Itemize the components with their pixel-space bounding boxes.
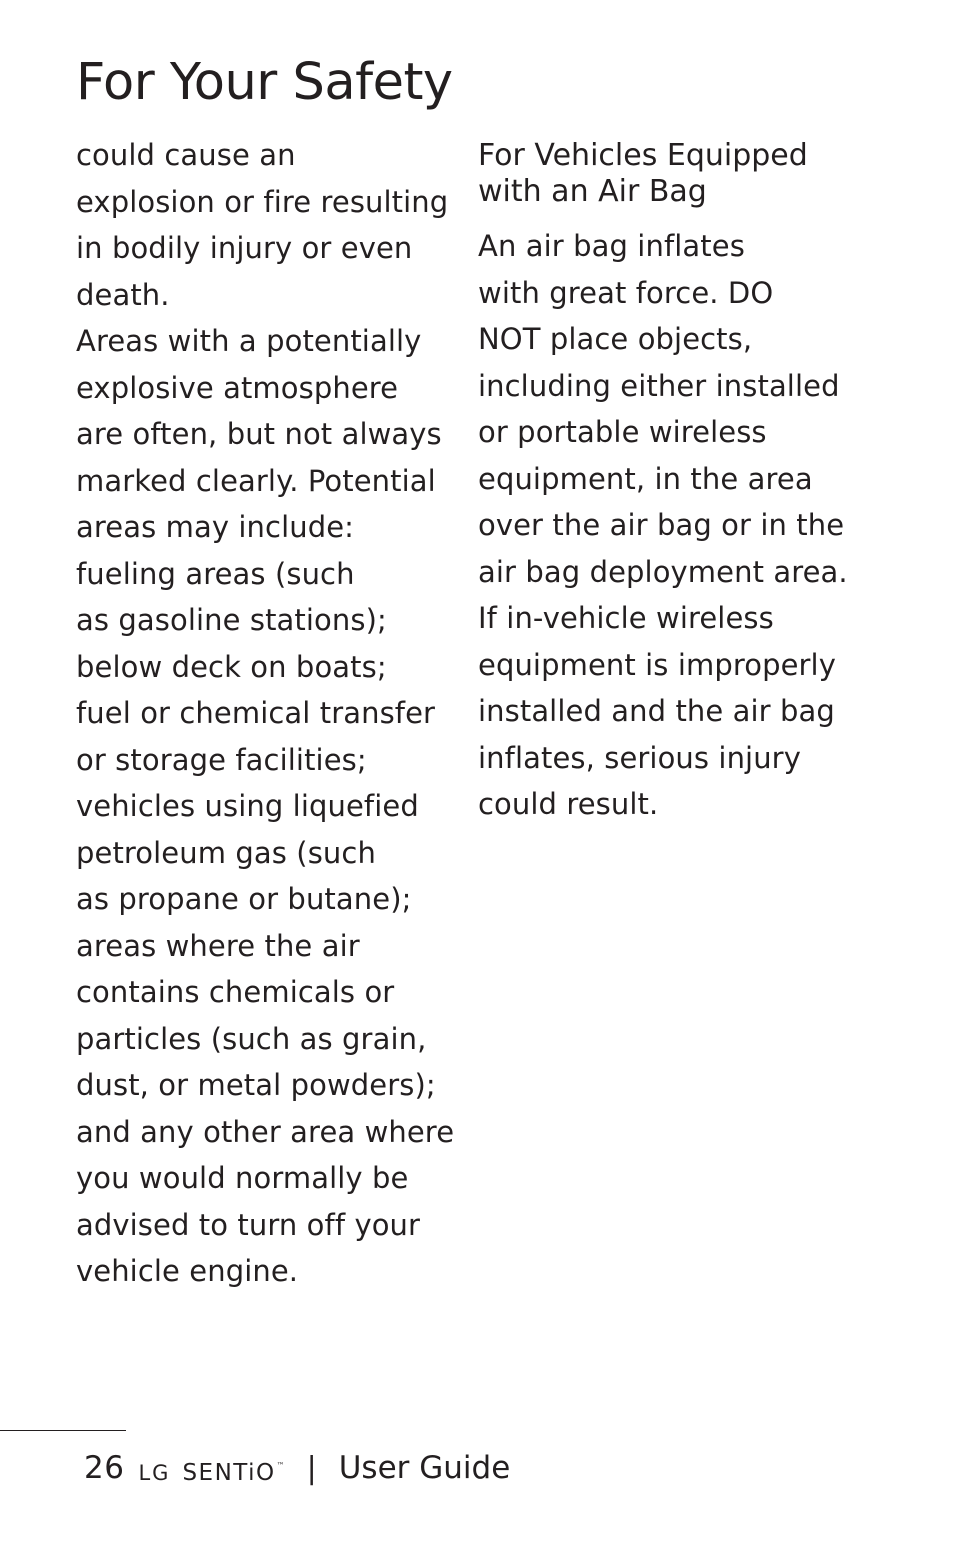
footer-rule xyxy=(0,1430,126,1431)
guide-label: User Guide xyxy=(338,1450,511,1486)
text-line: could result. xyxy=(478,787,659,821)
text-line: vehicles using liquefied xyxy=(76,789,419,823)
text-line: over the air bag or in the xyxy=(478,508,845,542)
text-line: marked clearly. Potential xyxy=(76,463,436,498)
text-line: in bodily injury or even xyxy=(76,231,413,265)
text-line: dust, or metal powders); xyxy=(76,1068,436,1102)
brand-logo xyxy=(138,1460,284,1486)
text-line: Areas with a potentially xyxy=(76,324,422,358)
text-line: and any other area where xyxy=(76,1114,455,1149)
footer-separator: | xyxy=(306,1450,317,1486)
section-heading-air-bag xyxy=(478,132,863,210)
text-line: contains chemicals or xyxy=(76,975,395,1009)
page-title: For Your Safety xyxy=(76,53,453,112)
text-line: as gasoline stations); xyxy=(76,603,387,637)
text-line: including either installed xyxy=(478,368,840,403)
text-line: If in-vehicle wireless xyxy=(478,601,774,635)
explosive-areas-paragraph xyxy=(76,318,461,1295)
left-column xyxy=(76,132,461,1295)
air-bag-paragraph xyxy=(478,223,863,828)
text-line: An air bag inflates xyxy=(478,229,745,263)
text-line: are often, but not always xyxy=(76,417,442,451)
right-column xyxy=(478,132,863,828)
text-line: vehicle engine. xyxy=(76,1254,299,1288)
text-line: death. xyxy=(76,277,170,312)
text-line: petroleum gas (such xyxy=(76,835,376,870)
text-line: equipment, in the area xyxy=(478,461,813,496)
heading-line: with an Air Bag xyxy=(478,174,707,209)
heading-line: For Vehicles Equipped xyxy=(478,138,808,173)
text-line: inflates, serious injury xyxy=(478,740,801,775)
text-line: explosive atmosphere xyxy=(76,370,399,405)
text-line: particles (such as grain, xyxy=(76,1021,427,1056)
text-line: explosion or fire resulting xyxy=(76,184,449,219)
text-line: fuel or chemical transfer xyxy=(76,696,436,730)
text-line: or portable wireless xyxy=(478,415,767,449)
explosion-warning-paragraph xyxy=(76,132,461,318)
text-line: or storage facilities; xyxy=(76,742,367,777)
page-footer xyxy=(84,1444,510,1492)
model-name: SENTiO xyxy=(182,1460,276,1486)
text-line: areas may include: xyxy=(76,510,355,544)
text-line: NOT place objects, xyxy=(478,322,753,356)
page-number: 26 xyxy=(84,1450,125,1486)
text-line: areas where the air xyxy=(76,928,360,963)
brand-name: LG xyxy=(138,1461,171,1485)
trademark-symbol: ™ xyxy=(276,1461,285,1470)
text-line: equipment is improperly xyxy=(478,647,836,682)
text-line: installed and the air bag xyxy=(478,694,835,728)
text-line: air bag deployment area. xyxy=(478,554,848,589)
text-line: you would normally be xyxy=(76,1161,409,1195)
text-line: fueling areas (such xyxy=(76,556,355,591)
text-line: advised to turn off your xyxy=(76,1207,421,1242)
text-line: could cause an xyxy=(76,138,296,172)
text-line: with great force. DO xyxy=(478,275,774,310)
text-line: as propane or butane); xyxy=(76,882,412,916)
text-line: below deck on boats; xyxy=(76,649,387,684)
